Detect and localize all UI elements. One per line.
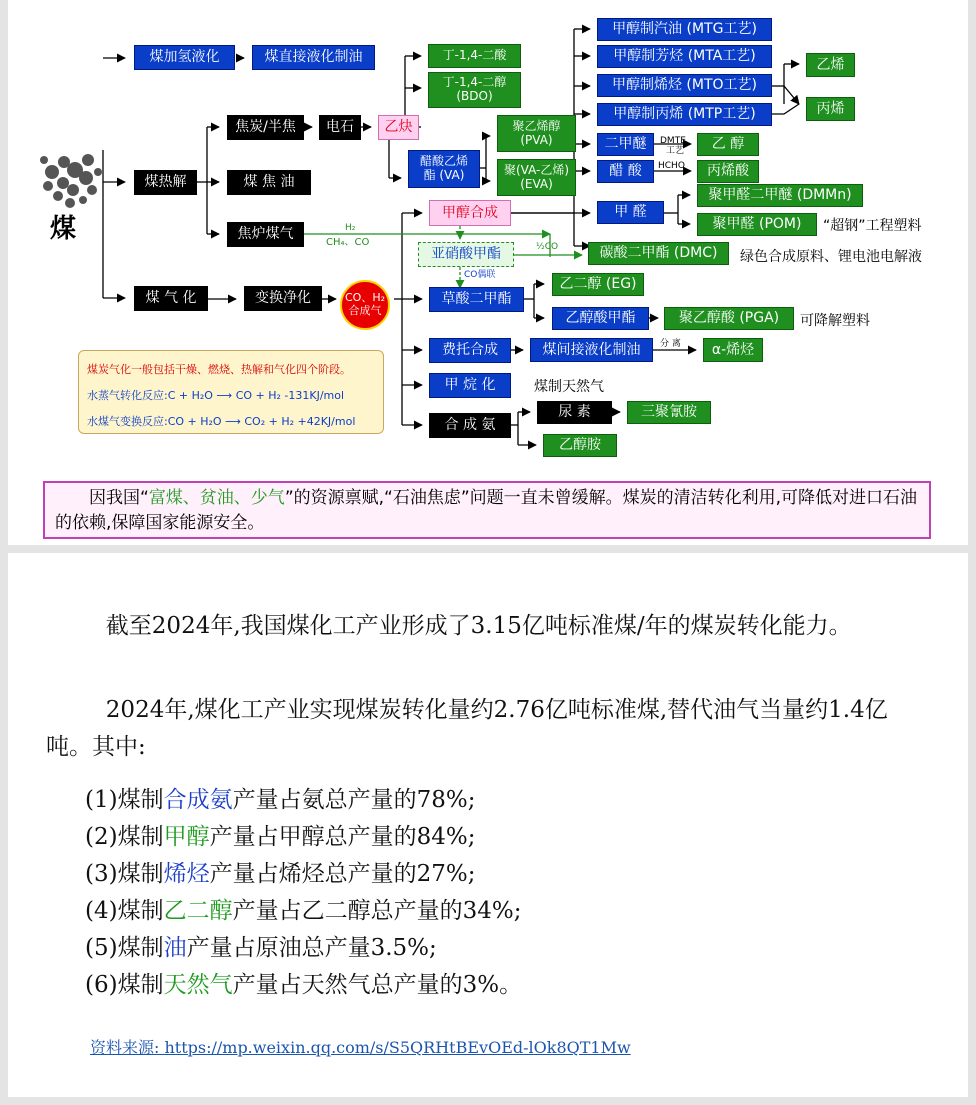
coal-chemical-diagram-slide [8, 0, 968, 545]
shift-purify-node: 变换净化 [244, 286, 322, 311]
co-coupling-label: CO偶联 [464, 270, 496, 280]
eva-node: 聚(VA-乙烯) (EVA) [497, 159, 576, 196]
syngas-node: CO、H₂ 合成气 [340, 280, 390, 330]
ethylene-node: 乙烯 [806, 53, 855, 77]
item-highlight: 油 [163, 935, 187, 961]
methanol-synthesis-node: 甲醇合成 [429, 200, 511, 226]
methyl-nitrite-node: 亚硝酸甲酯 [418, 242, 514, 267]
pyrolysis-node: 煤热解 [134, 170, 197, 195]
methanation-node: 甲 烷 化 [429, 373, 511, 398]
item-highlight: 天然气 [163, 972, 233, 998]
dmc-note: 绿色合成原料、锂电池电解液 [740, 249, 922, 265]
conclusion-box [43, 481, 931, 539]
paragraph-conversion: 2024年,煤化工产业实现煤炭转化量约2.76亿吨标准煤,替代油气当量约1.4亿吨。其中: [46, 697, 888, 760]
mtp-node: 甲醇制丙烯 (MTP工艺) [597, 103, 772, 126]
succinic-acid-node: 丁-1,4-二酸 [428, 44, 521, 68]
dmmn-node: 聚甲醛二甲醚 (DMMn) [697, 184, 863, 207]
acetic-acid-node: 醋 酸 [597, 160, 654, 183]
calcium-carbide-node: 电石 [319, 115, 361, 140]
dmte-label: DMTE [660, 136, 686, 146]
fischer-tropsch-node: 费托合成 [429, 338, 511, 363]
vinyl-acetate-node: 醋酸乙烯 酯 (VA) [408, 150, 480, 188]
pom-node: 聚甲醛 (POM) [697, 213, 817, 236]
gasification-note-box [78, 350, 384, 434]
pva-node: 聚乙烯醇 (PVA) [497, 115, 576, 152]
paragraph-capacity: 截至2024年,我国煤化工产业形成了3.15亿吨标准煤/年的煤炭转化能力。 [105, 613, 852, 639]
gongyi-label: 工艺 [666, 146, 685, 156]
item-highlight: 烯烃 [163, 861, 210, 887]
direct-liquefaction-node: 煤直接液化制油 [252, 45, 375, 70]
dme-node: 二甲醚 [597, 133, 654, 156]
dmc-node: 碳酸二甲酯 (DMC) [588, 242, 729, 265]
mta-node: 甲醇制芳烃 (MTA工艺) [597, 45, 772, 68]
tar-node: 煤 焦 油 [227, 170, 311, 195]
ethylene-glycol-node: 乙二醇 (EG) [552, 273, 644, 296]
list-item: (6)煤制天然气产量占天然气总产量的3%。 [85, 972, 523, 998]
coal-root-label: 煤 [50, 214, 77, 244]
separation-label: 分 离 [660, 339, 681, 349]
conclusion-pre: 因我国“ [89, 488, 149, 508]
hcho-label: HCHO [658, 161, 685, 171]
alpha-olefin-node: α-烯烃 [703, 338, 763, 362]
coke-gas-node: 焦炉煤气 [227, 222, 304, 247]
acetylene-node: 乙炔 [378, 115, 419, 140]
ethanolamine-node: 乙醇胺 [543, 434, 617, 457]
mtg-node: 甲醇制汽油 (MTG工艺) [597, 18, 772, 41]
conclusion-post: ”的资源禀赋,“石油焦虑”问题一直未曾缓解。煤炭的清洁转化利用,可降低对进口石油的依赖,保障国家能源安全。 [55, 488, 918, 533]
coal-lump-icon [40, 154, 102, 208]
urea-node: 尿 素 [537, 401, 612, 424]
coal-hydro-node: 煤加氢液化 [134, 45, 235, 70]
methyl-glycolate-node: 乙醇酸甲酯 [552, 307, 649, 330]
ammonia-synthesis-node: 合 成 氨 [429, 413, 511, 438]
dimethyl-oxalate-node: 草酸二甲酯 [429, 287, 524, 312]
sng-note: 煤制天然气 [534, 379, 604, 395]
mto-node: 甲醇制烯烃 (MTO工艺) [597, 74, 772, 97]
list-item: (4)煤制乙二醇产量占乙二醇总产量的34%; [85, 898, 522, 924]
indirect-liquefaction-node: 煤间接液化制油 [530, 338, 653, 362]
list-item: (2)煤制甲醇产量占甲醇总产量的84%; [85, 824, 476, 850]
list-item: (5)煤制油产量占原油总产量3.5%; [85, 935, 437, 961]
note-line-1: 煤炭气化一般包括干燥、燃烧、热解和气化四个阶段。 [87, 363, 351, 376]
half-co-label: ½CO [536, 242, 559, 252]
pga-note: 可降解塑料 [800, 313, 870, 329]
ethanol-node: 乙 醇 [697, 133, 759, 156]
h2-label: H₂ [345, 223, 356, 233]
gasification-node: 煤 气 化 [134, 286, 208, 311]
melamine-node: 三聚氰胺 [627, 401, 711, 424]
propylene-node: 丙烯 [806, 97, 855, 121]
source-link[interactable]: 资料来源: https://mp.weixin.qq.com/s/S5QRHtBEvOEd-lOk8QT1Mw [90, 1038, 631, 1057]
item-highlight: 甲醇 [163, 824, 210, 850]
note-line-2: 水蒸气转化反应:C + H₂O ⟶ CO + H₂ -131KJ/mol [87, 389, 345, 402]
acrylic-acid-node: 丙烯酸 [697, 160, 759, 183]
coke-node: 焦炭/半焦 [227, 115, 304, 140]
ch4-co-label: CH₄、CO [326, 237, 370, 248]
item-highlight: 合成氨 [163, 787, 233, 813]
list-item: (3)煤制烯烃产量占烯烃总产量的27%; [85, 861, 476, 887]
item-highlight: 乙二醇 [163, 898, 233, 924]
pom-note: “超钢”工程塑料 [823, 218, 922, 234]
conclusion-highlight: 富煤、贫油、少气 [148, 488, 285, 508]
pga-node: 聚乙醇酸 (PGA) [664, 307, 794, 330]
note-line-3: 水煤气变换反应:CO + H₂O ⟶ CO₂ + H₂ +42KJ/mol [87, 415, 356, 428]
list-item: (1)煤制合成氨产量占氨总产量的78%; [85, 787, 476, 813]
formaldehyde-node: 甲 醛 [597, 201, 664, 224]
bdo-node: 丁-1,4-二醇 (BDO) [428, 72, 521, 108]
